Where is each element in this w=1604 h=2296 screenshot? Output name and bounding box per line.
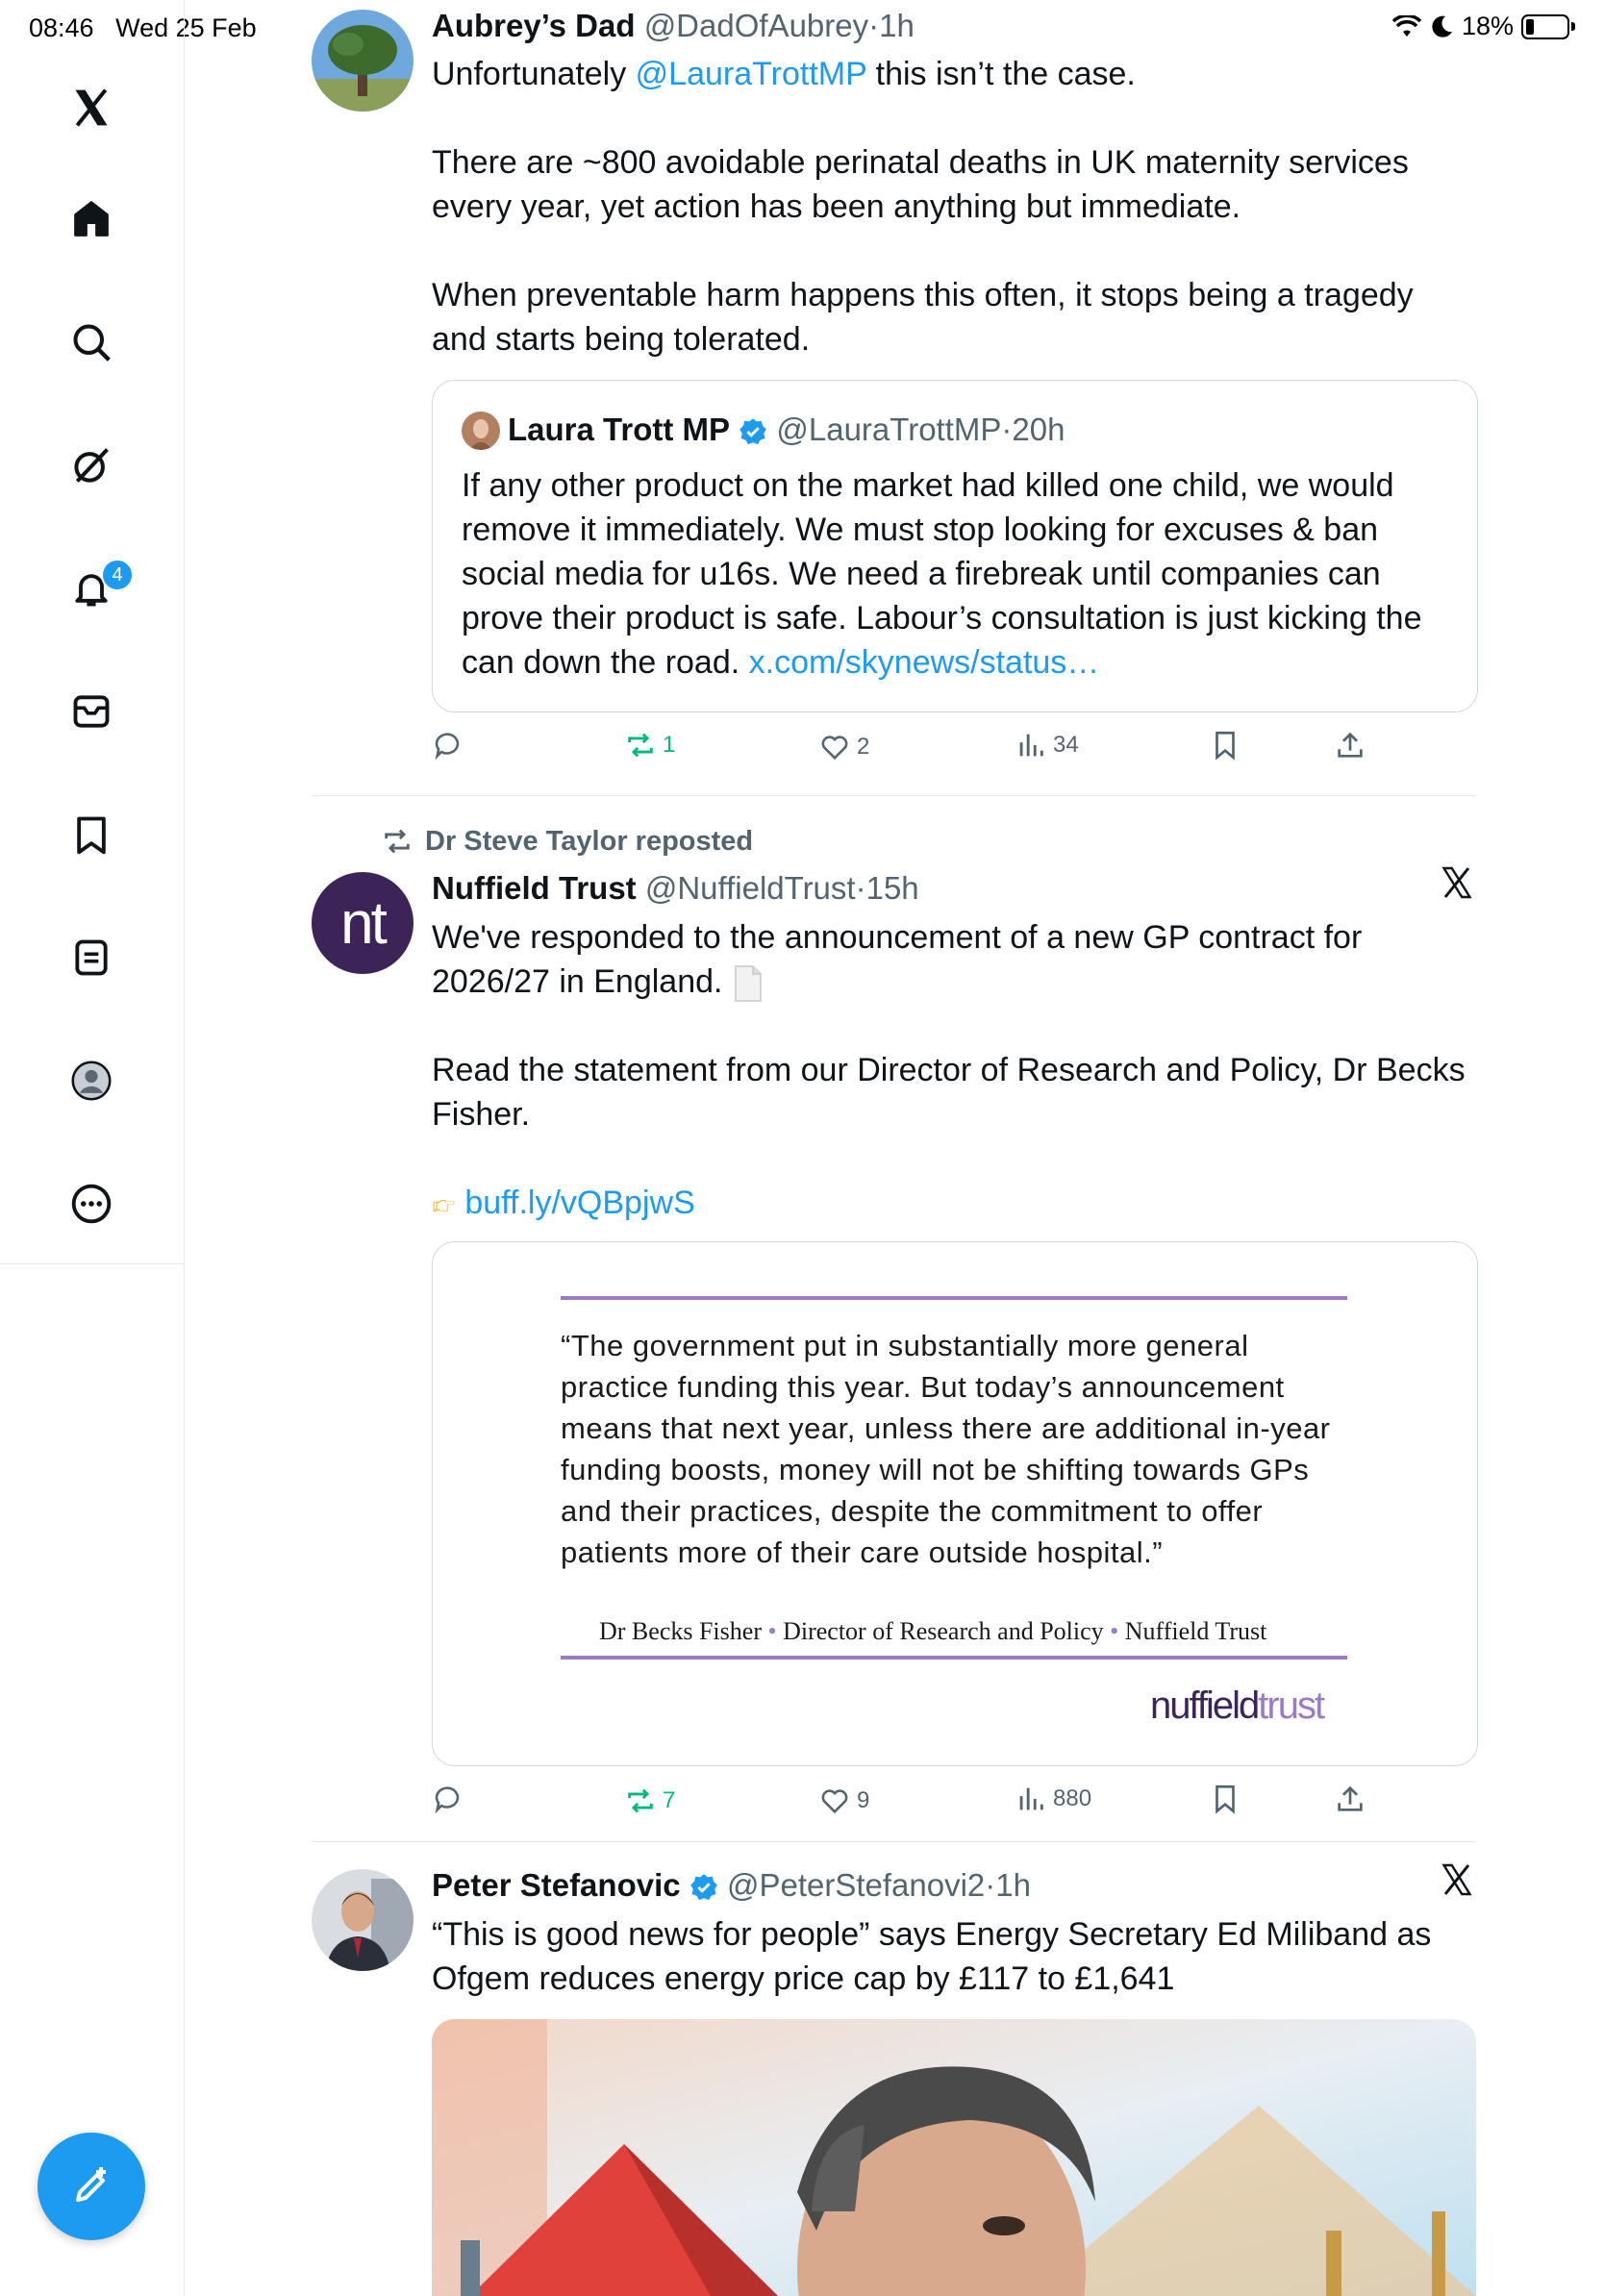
- status-icons: [1392, 12, 1575, 41]
- nuffield-logo: nuffieldtrust: [1150, 1685, 1324, 1727]
- quoted-tweet-link[interactable]: x.com/skynews/status…: [748, 644, 1100, 681]
- views-button[interactable]: [1015, 729, 1079, 761]
- sidebar-divider: [0, 1263, 184, 1264]
- like-button[interactable]: [818, 731, 869, 763]
- tweet-text: We've responded to the announcement of a new GP contract for 2026/27 in England. Read the statement from our Director of Research and Policy, Dr Becks Fisher. 👉︎ buff.ly/vQBpjwS: [432, 919, 1466, 1221]
- card-quote: “The government put in substantially more general practice funding this year. But today’s announcement means that next year, unless there are additional in-year funding boosts, money will not be shifting towards GPs and their practices, despite the commitment to offer patients more of their care outside hospital.”: [561, 1329, 1331, 1569]
- battery-icon: [1521, 14, 1569, 39]
- profile-avatar-icon[interactable]: [68, 1058, 114, 1104]
- tweet-divider: [312, 1841, 1476, 1842]
- quoted-tweet-card[interactable]: Laura Trott MP @LauraTrottMP·20h If any other product on the market had killed one child, we would remove it immediately. We must stop looking for excuses & ban social media for u16s. We need a firebreak until companies can prove their product is safe. Labour’s consultation is just kicking the can down the road. x.com/skynews/status…: [432, 380, 1478, 712]
- x-badge-icon[interactable]: [1440, 863, 1474, 912]
- link-preview-card[interactable]: [432, 1241, 1478, 1766]
- repost-indicator: [381, 825, 753, 858]
- reply-icon: [432, 729, 464, 761]
- share-button[interactable]: [1334, 729, 1366, 761]
- repost-icon: [381, 825, 414, 858]
- compose-icon: [68, 2163, 114, 2209]
- more-options-icon[interactable]: [68, 1181, 114, 1227]
- bookmarks-icon[interactable]: [68, 811, 114, 858]
- like-count: 2: [857, 734, 870, 760]
- author-handle[interactable]: @NuffieldTrust: [644, 870, 856, 906]
- retweet-count: 7: [663, 1787, 676, 1813]
- bookmark-icon: [1209, 729, 1241, 761]
- like-button[interactable]: [818, 1784, 869, 1817]
- card-top-rule: [561, 1296, 1347, 1300]
- verified-badge-icon: [739, 417, 767, 446]
- tweet-actions: [432, 729, 1476, 767]
- view-count: 34: [1053, 732, 1079, 758]
- quoted-author-name: Laura Trott MP: [508, 412, 731, 447]
- tweet-avatar-aubreys-dad[interactable]: [312, 10, 414, 112]
- reply-button[interactable]: [432, 729, 464, 761]
- heart-icon: [818, 1784, 851, 1817]
- views-icon: [1015, 1783, 1047, 1815]
- tweet-divider: [312, 795, 1476, 796]
- buff-link[interactable]: buff.ly/vQBpjwS: [464, 1185, 695, 1221]
- share-icon: [1334, 729, 1366, 761]
- like-count: 9: [857, 1787, 870, 1813]
- messages-icon[interactable]: [68, 688, 114, 735]
- quoted-tweet-time: 20h: [1012, 412, 1065, 447]
- retweet-button[interactable]: [624, 729, 675, 761]
- document-icon: [732, 964, 764, 1003]
- card-attribution: Dr Becks Fisher • Director of Research and Policy • Nuffield Trust: [599, 1617, 1267, 1645]
- notifications-badge: 4: [101, 559, 134, 591]
- mention-link[interactable]: @LauraTrottMP: [635, 56, 867, 92]
- share-button[interactable]: [1334, 1783, 1366, 1815]
- tweet-avatar-nuffield-trust[interactable]: nt: [312, 872, 414, 974]
- views-button[interactable]: [1015, 1783, 1091, 1815]
- tweet-time[interactable]: 1h: [879, 8, 915, 43]
- card-bottom-rule: [561, 1656, 1347, 1660]
- author-handle[interactable]: @PeterStefanovi2: [726, 1867, 986, 1903]
- reply-button[interactable]: [432, 1783, 464, 1815]
- search-icon[interactable]: [68, 319, 114, 365]
- tweet-text: Unfortunately @LauraTrottMP this isn’t the case. There are ~800 avoidable perinatal deaths in UK maternity services every year, yet action has been anything but immediate. When preventable harm happens this often, it stops being a tragedy and starts being tolerated.: [432, 56, 1414, 358]
- bookmark-button[interactable]: [1209, 1783, 1241, 1815]
- author-name[interactable]: Aubrey’s Dad: [432, 8, 636, 43]
- moon-icon: [1429, 14, 1454, 39]
- quoted-author-handle: @LauraTrottMP: [776, 412, 1002, 447]
- x-badge-icon[interactable]: [1440, 1860, 1474, 1909]
- quoted-tweet-text: If any other product on the market had killed one child, we would remove it immediately. We must stop looking for excuses & ban social media for u16s. We need a firebreak until companies can prove their product is safe. Labour’s consultation is just kicking the can down the road. x.com/skynews/status…: [462, 467, 1422, 681]
- view-count: 880: [1053, 1785, 1092, 1811]
- reply-icon: [432, 1783, 464, 1815]
- grok-icon[interactable]: [68, 442, 114, 488]
- tweet-time[interactable]: 15h: [865, 870, 919, 906]
- retweet-icon: [624, 1784, 657, 1817]
- heart-icon: [818, 731, 851, 763]
- author-name[interactable]: Peter Stefanovic: [432, 1867, 681, 1903]
- tweet-header: Peter Stefanovic @PeterStefanovi2·1h: [432, 1867, 1031, 1903]
- battery-percent: 18%: [1461, 12, 1514, 40]
- wifi-icon: [1392, 15, 1421, 38]
- pointing-hand-icon: 👉︎: [432, 1185, 456, 1221]
- author-handle[interactable]: @DadOfAubrey: [643, 8, 869, 43]
- status-time: 08:46 Wed 25 Feb: [29, 13, 257, 42]
- tweet-avatar-peter-stefanovic[interactable]: [312, 1869, 414, 1971]
- x-logo-icon[interactable]: [68, 85, 114, 131]
- compose-post-button[interactable]: [38, 2133, 145, 2240]
- tweet-header: Aubrey’s Dad @DadOfAubrey·1h: [432, 8, 915, 43]
- home-icon[interactable]: [68, 196, 114, 242]
- tweet-time[interactable]: 1h: [995, 1867, 1031, 1903]
- tweet-actions: [432, 1783, 1476, 1821]
- tweet-header: Nuffield Trust @NuffieldTrust·15h: [432, 870, 919, 906]
- retweet-icon: [624, 729, 657, 761]
- author-name[interactable]: Nuffield Trust: [432, 870, 637, 906]
- bookmark-icon: [1209, 1783, 1241, 1815]
- retweet-button[interactable]: [624, 1784, 675, 1817]
- share-icon: [1334, 1783, 1366, 1815]
- tweet-media-image[interactable]: [432, 2019, 1476, 2296]
- bookmark-button[interactable]: [1209, 729, 1241, 761]
- quoted-avatar: [462, 412, 500, 450]
- tweet-text: “This is good news for people” says Energy Secretary Ed Miliband as Ofgem reduces energy price cap by £117 to £1,641: [432, 1916, 1432, 1997]
- verified-badge-icon: [689, 1873, 718, 1902]
- views-icon: [1015, 729, 1047, 761]
- repost-label[interactable]: Dr Steve Taylor reposted: [425, 825, 754, 857]
- lists-icon[interactable]: [68, 935, 114, 981]
- retweet-count: 1: [663, 732, 676, 758]
